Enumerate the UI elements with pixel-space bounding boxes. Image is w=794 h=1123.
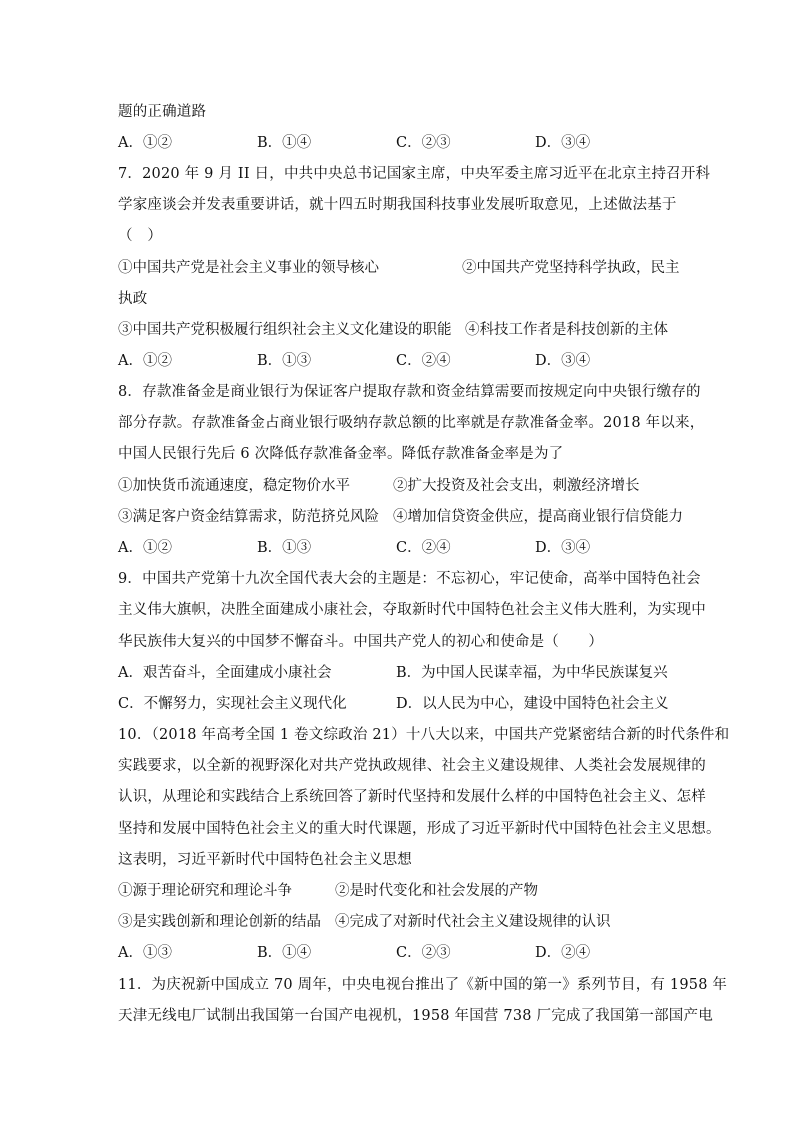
q10-statement-2: ②是时代变化和社会发展的产物	[335, 883, 538, 899]
q10-statement-4: ④完成了对新时代社会主义建设规律的认识	[335, 914, 611, 930]
q8-statement-3: ③满足客户资金结算需求，防范挤兑风险	[118, 509, 379, 525]
q6-option-b: B．①④	[257, 135, 312, 151]
q7-statement-4: ④科技工作者是科技创新的主体	[465, 322, 668, 338]
q8-stem-line-3: 中国人民银行先后 6 次降低存款准备金率。降低存款准备金率是为了	[118, 446, 564, 462]
q6-option-c: C．②③	[396, 135, 451, 151]
q10-statement-1: ①源于理论研究和理论斗争	[118, 883, 292, 899]
q9-option-b: B．为中国人民谋幸福，为中华民族谋复兴	[396, 665, 668, 681]
q7-stem-line-3: （ ）	[118, 228, 163, 244]
q7-option-d: D．③④	[535, 353, 591, 369]
q8-option-d: D．③④	[535, 540, 591, 556]
q7-option-b: B．①③	[257, 353, 312, 369]
q7-option-a: A．①②	[118, 353, 172, 369]
q7-statement-1: ①中国共产党是社会主义事业的领导核心	[118, 260, 379, 276]
q10-option-d: D．②④	[535, 945, 591, 961]
q10-statement-3: ③是实践创新和理论创新的结晶	[118, 914, 321, 930]
q7-stem-line-1: 7．2020 年 9 月 II 日，中共中央总书记国家主席，中央军委主席习近平在北京主持召开科	[118, 166, 711, 182]
q9-option-d: D．以人民为中心，建设中国特色社会主义	[396, 696, 669, 712]
q6-option-d: D．③④	[535, 135, 591, 151]
q7-statement-2: ②中国共产党坚持科学执政，民主	[462, 260, 680, 276]
q8-statement-2: ②扩大投资及社会支出，刺激经济增长	[393, 478, 640, 494]
q8-statement-1: ①加快货币流通速度，稳定物价水平	[118, 478, 350, 494]
q7-statement-3: ③中国共产党积极履行组织社会主义文化建设的职能	[118, 322, 452, 338]
q10-option-c: C．②③	[396, 945, 451, 961]
q10-option-a: A．①③	[118, 945, 172, 961]
q6-option-a: A．①②	[118, 135, 172, 151]
q8-stem-line-2: 部分存款。存款准备金占商业银行吸纳存款总额的比率就是存款准备金率。2018 年以来，	[118, 415, 705, 431]
q10-stem-line-3: 认识，从理论和实践结合上系统回答了新时代坚持和发展什么样的中国特色社会主义、怎样	[118, 789, 706, 805]
q7-option-c: C．②④	[396, 353, 451, 369]
q11-stem-line-2: 天津无线电厂试制出我国第一台国产电视机，1958 年国营 738 厂完成了我国第一部国产电	[118, 1008, 713, 1024]
q10-stem-line-2: 实践要求，以全新的视野深化对共产党执政规律、社会主义建设规律、人类社会发展规律的	[118, 758, 706, 774]
q7-statement-2-cont: 执政	[118, 291, 148, 307]
q8-option-c: C．②④	[396, 540, 451, 556]
q9-option-c: C．不懈努力，实现社会主义现代化	[118, 696, 347, 712]
q6-tail: 题的正确道路	[118, 104, 207, 120]
q10-stem-line-4: 坚持和发展中国特色社会主义的重大时代课题，形成了习近平新时代中国特色社会主义思想。	[118, 821, 721, 837]
q9-stem-line-3: 华民族伟大复兴的中国梦不懈奋斗。中国共产党人的初心和使命是（ ）	[118, 634, 604, 650]
q9-option-a: A．艰苦奋斗，全面建成小康社会	[118, 665, 332, 681]
q8-stem-line-1: 8．存款准备金是商业银行为保证客户提取存款和资金结算需要而按规定向中央银行缴存的	[118, 384, 701, 400]
q9-stem-line-2: 主义伟大旗帜，决胜全面建成小康社会，夺取新时代中国特色社会主义伟大胜利，为实现中	[118, 602, 706, 618]
q10-option-b: B．①④	[257, 945, 312, 961]
q8-statement-4: ④增加信贷资金供应，提高商业银行信贷能力	[393, 509, 683, 525]
q10-stem-line-5: 这表明，习近平新时代中国特色社会主义思想	[118, 852, 412, 868]
q11-stem-line-1: 11．为庆祝新中国成立 70 周年，中央电视台推出了《新中国的第一》系列节目，有 1958 年	[118, 977, 728, 993]
q8-option-b: B．①③	[257, 540, 312, 556]
q9-stem-line-1: 9．中国共产党第十九次全国代表大会的主题是：不忘初心，牢记使命，高举中国特色社会	[118, 571, 701, 587]
q8-option-a: A．①②	[118, 540, 172, 556]
q7-stem-line-2: 学家座谈会并发表重要讲话，就十四五时期我国科技事业发展听取意见，上述做法基于	[118, 197, 677, 213]
q10-stem-line-1: 10．（2018 年高考全国 1 卷文综政治 21）十八大以来，中国共产党紧密结合新的时代条件和	[118, 727, 730, 743]
